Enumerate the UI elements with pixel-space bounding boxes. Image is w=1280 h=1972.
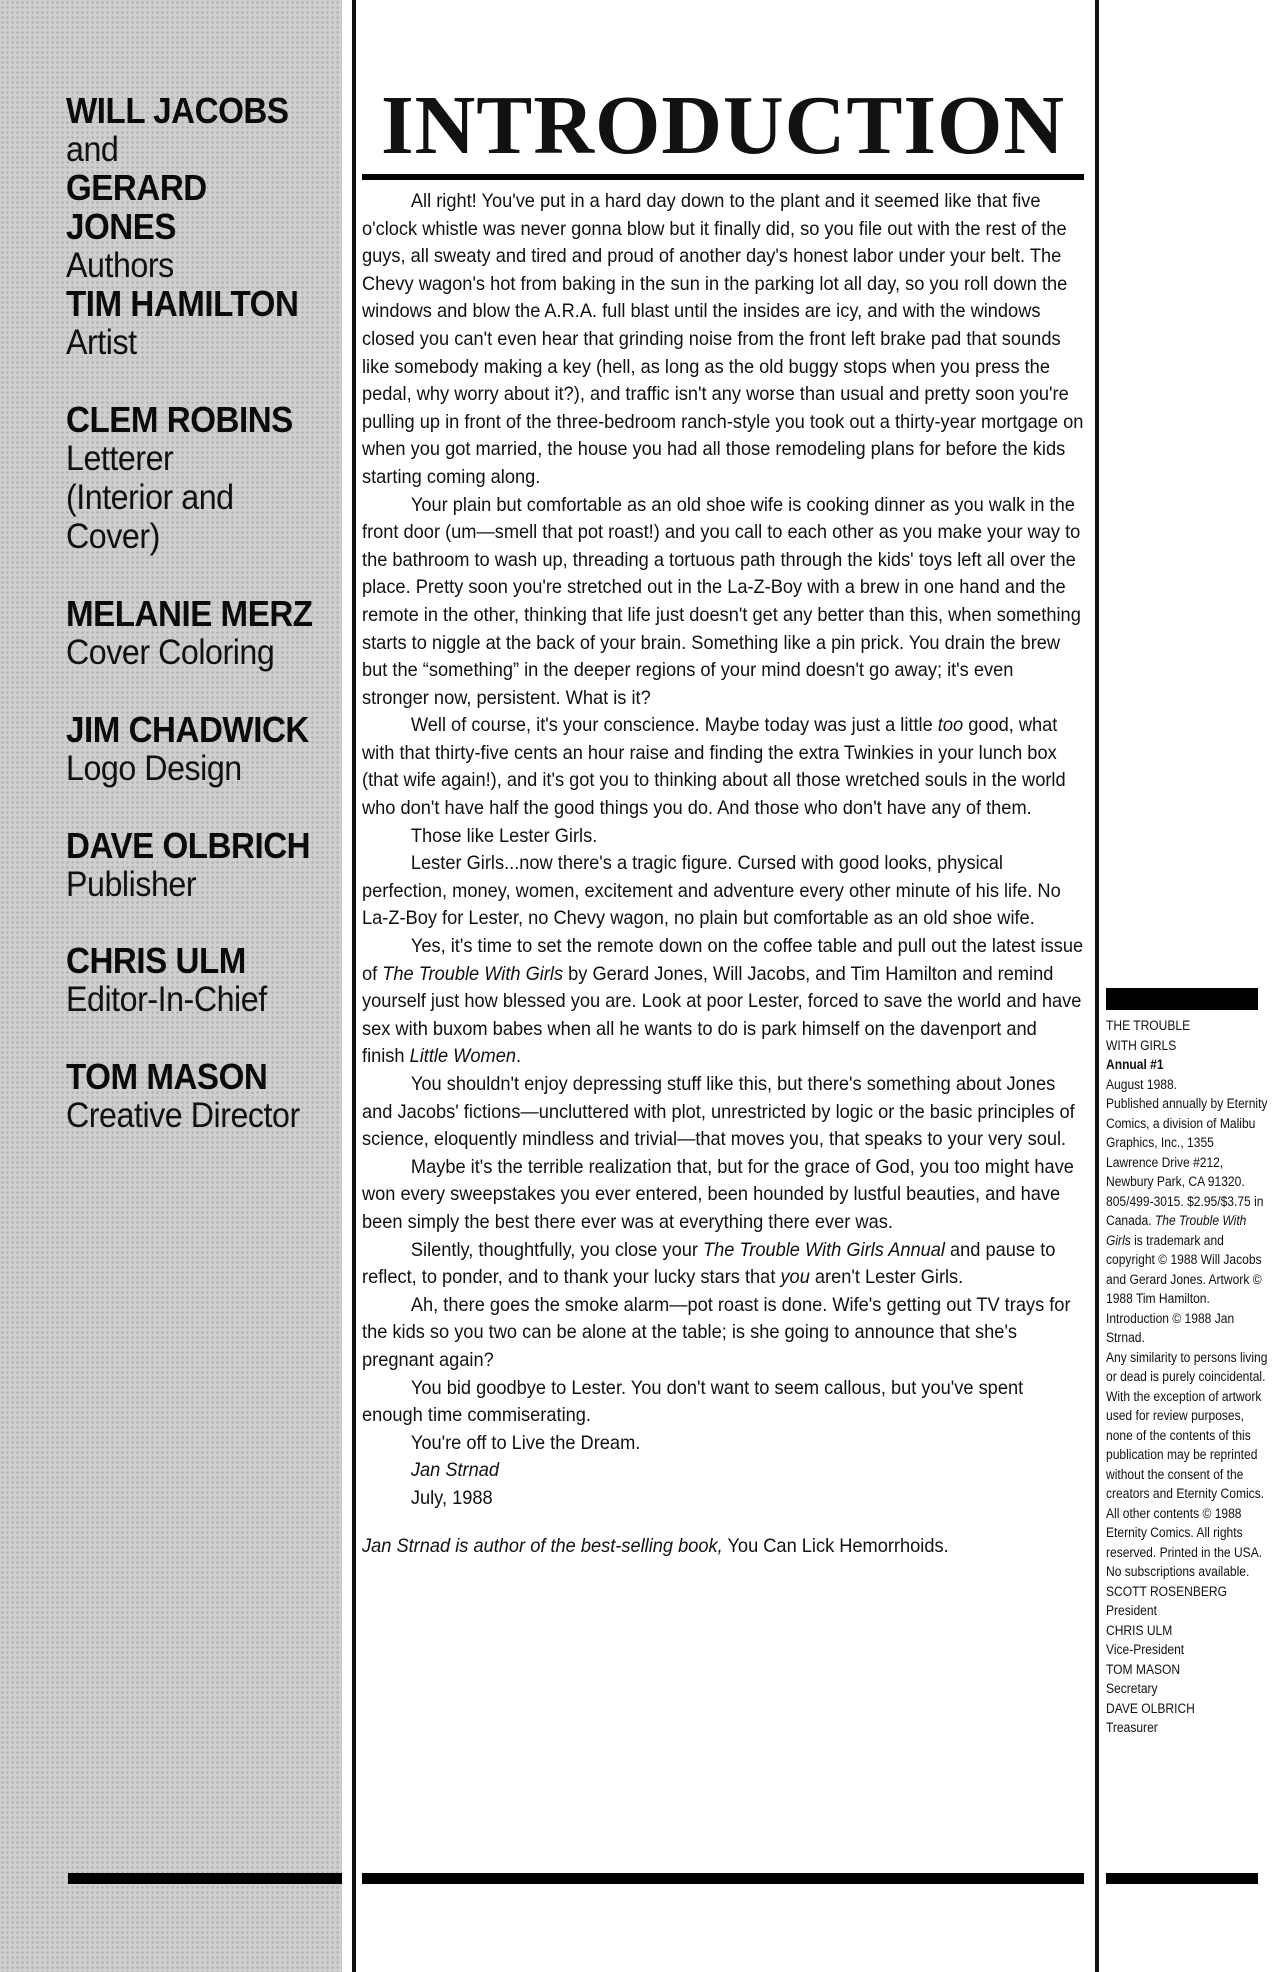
indicia-bar — [1106, 988, 1258, 1010]
credit-name: GERARD JONES — [66, 167, 207, 247]
credit-name: JIM CHADWICK — [66, 709, 309, 750]
article-paragraph: You bid goodbye to Lester. You don't want to seem callous, but you've spent enough time commiserating. — [362, 1376, 1024, 1427]
indicia-legal: Any similarity to persons living or dead is purely coincidental. With the exception of artwork used for review purposes, none of the contents of this publication may be reprinted without the consent of the creators and Eternity Comics. — [1106, 1349, 1268, 1501]
credit-name: TOM MASON — [66, 1056, 268, 1097]
article-paragraph: Your plain but comfortable as an old shoe wife is cooking dinner as you walk in the front door (um—smell that pot roast!) and you call to each other as you make your way to the bathroom to wash up, threading a tortuous path through the kids' toys left all over the place. Pretty soon you're stretched out in the La-Z-Boy with a brew in one hand and the remote in the other, thinking that life just doesn't get any better than this, when something starts to niggle at the back of your brain. Something like a pin prick. You drain the brew but the “something” in the deeper regions of your mind doesn't go away; it's even stronger now, persistent. What is it? — [362, 493, 1081, 709]
column-divider — [352, 0, 356, 1972]
credit-role: Authors — [66, 246, 174, 285]
credit-name: MELANIE MERZ — [66, 593, 313, 634]
officer-title: Vice-President — [1106, 1642, 1185, 1657]
article-body — [362, 188, 1084, 1560]
article-paragraph: Yes, it's time to set the remote down on the coffee table and pull out the latest issue of The Trouble With Girls by Gerard Jones, Will Jacobs, and Tim Hamilton and remind yourself just how blessed you are. Look at poor Lester, forced to save the world and have sex with buxom babes when all he wants to do is park himself on the davenport and finish Little Women. — [362, 935, 1084, 1068]
officer-name: TOM MASON — [1106, 1661, 1181, 1677]
article-paragraph: You shouldn't enjoy depressing stuff like this, but there's something about Jones and Jacobs' fictions—uncluttered with plot, unrestricted by logic or the basic principles of science, eloquently mindless and trivial—that moves you, that speaks to your very soul. — [362, 1073, 1075, 1151]
credit-will-jacobs — [66, 91, 342, 169]
indicia-text — [1106, 1016, 1268, 1738]
officer-title: President — [1106, 1603, 1157, 1618]
credit-gerard-jones — [66, 168, 342, 285]
credit-role: Cover) — [66, 517, 160, 556]
credit-role: (Interior and — [66, 478, 234, 517]
credit-jim-chadwick — [66, 710, 342, 788]
credit-name: TIM HAMILTON — [66, 283, 299, 324]
article-paragraph: Well of course, it's your conscience. Maybe today was just a little too good, what with that thirty-five cents an hour raise and finding the extra Twinkies in your lunch box (that wife again!), and it's got you to thinking about all those wretched souls in the world who don't have half the good things you do. And those who don't have any of them. — [362, 714, 1066, 820]
column-divider — [1095, 0, 1099, 1972]
article-paragraph: You're off to Live the Dream. — [410, 1431, 641, 1454]
indicia-issue: Annual #1 — [1106, 1057, 1164, 1072]
credit-name: CLEM ROBINS — [66, 399, 293, 440]
officer-title: Treasurer — [1106, 1720, 1158, 1735]
credit-tim-hamilton — [66, 284, 342, 362]
officer-name: CHRIS ULM — [1106, 1622, 1173, 1638]
indicia-title: THE TROUBLE — [1106, 1018, 1191, 1033]
sidebar-bottom-rule — [68, 1873, 342, 1884]
credit-clem-robins — [66, 400, 342, 556]
indicia-title: WITH GIRLS — [1106, 1037, 1177, 1053]
officer-name: DAVE OLBRICH — [1106, 1700, 1195, 1716]
author-signature: Jan Strnad — [410, 1459, 500, 1482]
indicia-date: August 1988. — [1106, 1076, 1178, 1092]
article-paragraph: All right! You've put in a hard day down to the plant and it seemed like that five o'clock whistle was never gonna blow but it finally did, so you file out with the rest of the guys, all sweaty and tired and proud of another day's honest labor under your belt. The Chevy wagon's hot from baking in the sun in the parking lot all day, so you roll down the windows and blow the A.R.A. full blast until the insides are icy, and with the windows closed you can't even hear that grinding noise from the front left brake pad that sounds like somebody making a key (hell, as long as the old buggy stops when you press the pedal, why worry about it?), and traffic isn't any worse than usual and pretty soon you're pulling up in front of the three-bedroom ranch-style you took out a thirty-year mortgage on when you got married, the house you had all those remodeling plans for before the kids starting coming along. — [362, 190, 1084, 488]
article-paragraph: Lester Girls...now there's a tragic figure. Cursed with good looks, physical perfection, money, women, excitement and adventure every other minute of his life. No La-Z-Boy for Lester, no Chevy wagon, no plain but comfortable as an old shoe wife. — [362, 852, 1061, 930]
article-paragraph: Silently, thoughtfully, you close your The Trouble With Girls Annual and pause to reflect, to ponder, and to thank your lucky stars that you aren't Lester Girls. — [362, 1238, 1056, 1289]
indicia-bottom-rule — [1106, 1873, 1258, 1884]
article-title: INTRODUCTION — [380, 79, 1066, 172]
credit-role: Publisher — [66, 865, 197, 904]
credit-role: Logo Design — [66, 749, 242, 788]
credit-chris-ulm — [66, 941, 342, 1019]
credit-name: WILL JACOBS — [66, 90, 289, 131]
title-rule — [362, 174, 1084, 180]
indicia — [1106, 988, 1272, 1738]
credit-name: DAVE OLBRICH — [66, 825, 311, 866]
main-bottom-rule — [362, 1873, 1084, 1884]
credit-role: Editor-In-Chief — [66, 980, 267, 1019]
article-paragraph: Maybe it's the terrible realization that, but for the grace of God, you too might have won every sweepstakes you ever entered, been hounded by lustful beauties, and have been simply the best there ever was at everything there ever was. — [362, 1155, 1074, 1233]
credit-role: Cover Coloring — [66, 633, 275, 672]
article-column — [362, 79, 1084, 1560]
credit-name: CHRIS ULM — [66, 940, 246, 981]
officer-name: SCOTT ROSENBERG — [1106, 1583, 1227, 1599]
article-date: July, 1988 — [410, 1486, 493, 1509]
credit-role: Artist — [66, 323, 137, 362]
credit-role: Letterer — [66, 439, 174, 478]
credit-role: Creative Director — [66, 1096, 300, 1135]
indicia-rights: All other contents © 1988 Eternity Comics. All rights reserved. Printed in the USA. No subscriptions available. — [1106, 1505, 1263, 1579]
credit-dave-olbrich — [66, 826, 342, 904]
author-note: Jan Strnad is author of the best-selling book, You Can Lick Hemorrhoids. — [362, 1534, 949, 1557]
indicia-publisher: Published annually by Eternity Comics, a division of Malibu Graphics, Inc., 1355 Lawrence Drive #212, Newbury Park, CA 91320. 805/499-3015. $2.95/$3.75 in Canada. The Trouble With Girls is trademark and copyright © 1988 Will Jacobs and Gerard Jones. Artwork © 1988 Tim Hamilton. Introduction © 1988 Jan Strnad. — [1106, 1096, 1268, 1345]
credit-tom-mason — [66, 1057, 342, 1135]
article-paragraph: Ah, there goes the smoke alarm—pot roast is done. Wife's getting out TV trays for the kids so you two can be alone at the table; is she going to announce that she's pregnant again? — [362, 1293, 1071, 1371]
credits-sidebar — [0, 0, 342, 1972]
credit-role: and — [66, 130, 119, 169]
article-paragraph: Those like Lester Girls. — [410, 824, 598, 847]
officer-title: Secretary — [1106, 1681, 1158, 1696]
credit-melanie-merz — [66, 594, 342, 672]
